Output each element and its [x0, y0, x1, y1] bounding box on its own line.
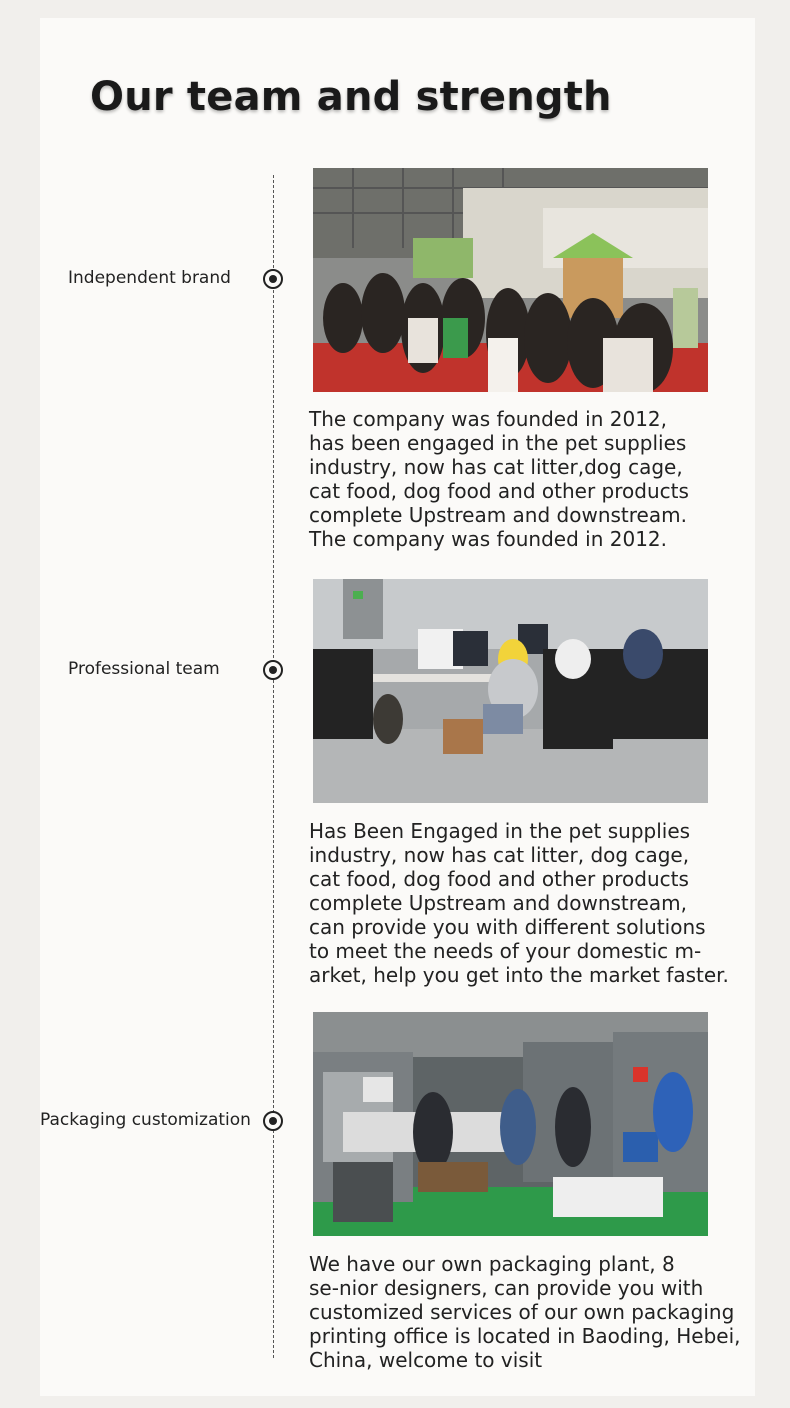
section-description: Has Been Engaged in the pet supplies industry, now has cat litter, dog cage, cat food, dog food and other products complete Upstream and downstream, can provide you with different solutions to meet the needs of your domestic m- arket, help you get into the market faster.: [309, 819, 729, 987]
section-label-packaging-customization: Packaging customization: [40, 1110, 251, 1130]
office-team-photo: [313, 579, 708, 803]
page-title: Our team and strength: [90, 74, 612, 120]
exhibition-photo: [313, 168, 708, 392]
packaging-plant-photo: [313, 1012, 708, 1236]
timeline-marker-icon: [263, 660, 283, 680]
section-description: We have our own packaging plant, 8 se-nior designers, can provide you with customized services of our own packaging printing office is located in Baoding, Hebei, China, welcome to visit: [309, 1252, 741, 1372]
section-description: The company was founded in 2012, has been engaged in the pet supplies industry, now has cat litter,dog cage, cat food, dog food and other products complete Upstream and downstream. The company was founded in 2012.: [309, 407, 689, 551]
section-label-independent-brand: Independent brand: [68, 268, 231, 288]
timeline-marker-icon: [263, 269, 283, 289]
timeline-line: [273, 175, 274, 1358]
section-label-professional-team: Professional team: [68, 659, 220, 679]
timeline-marker-icon: [263, 1111, 283, 1131]
